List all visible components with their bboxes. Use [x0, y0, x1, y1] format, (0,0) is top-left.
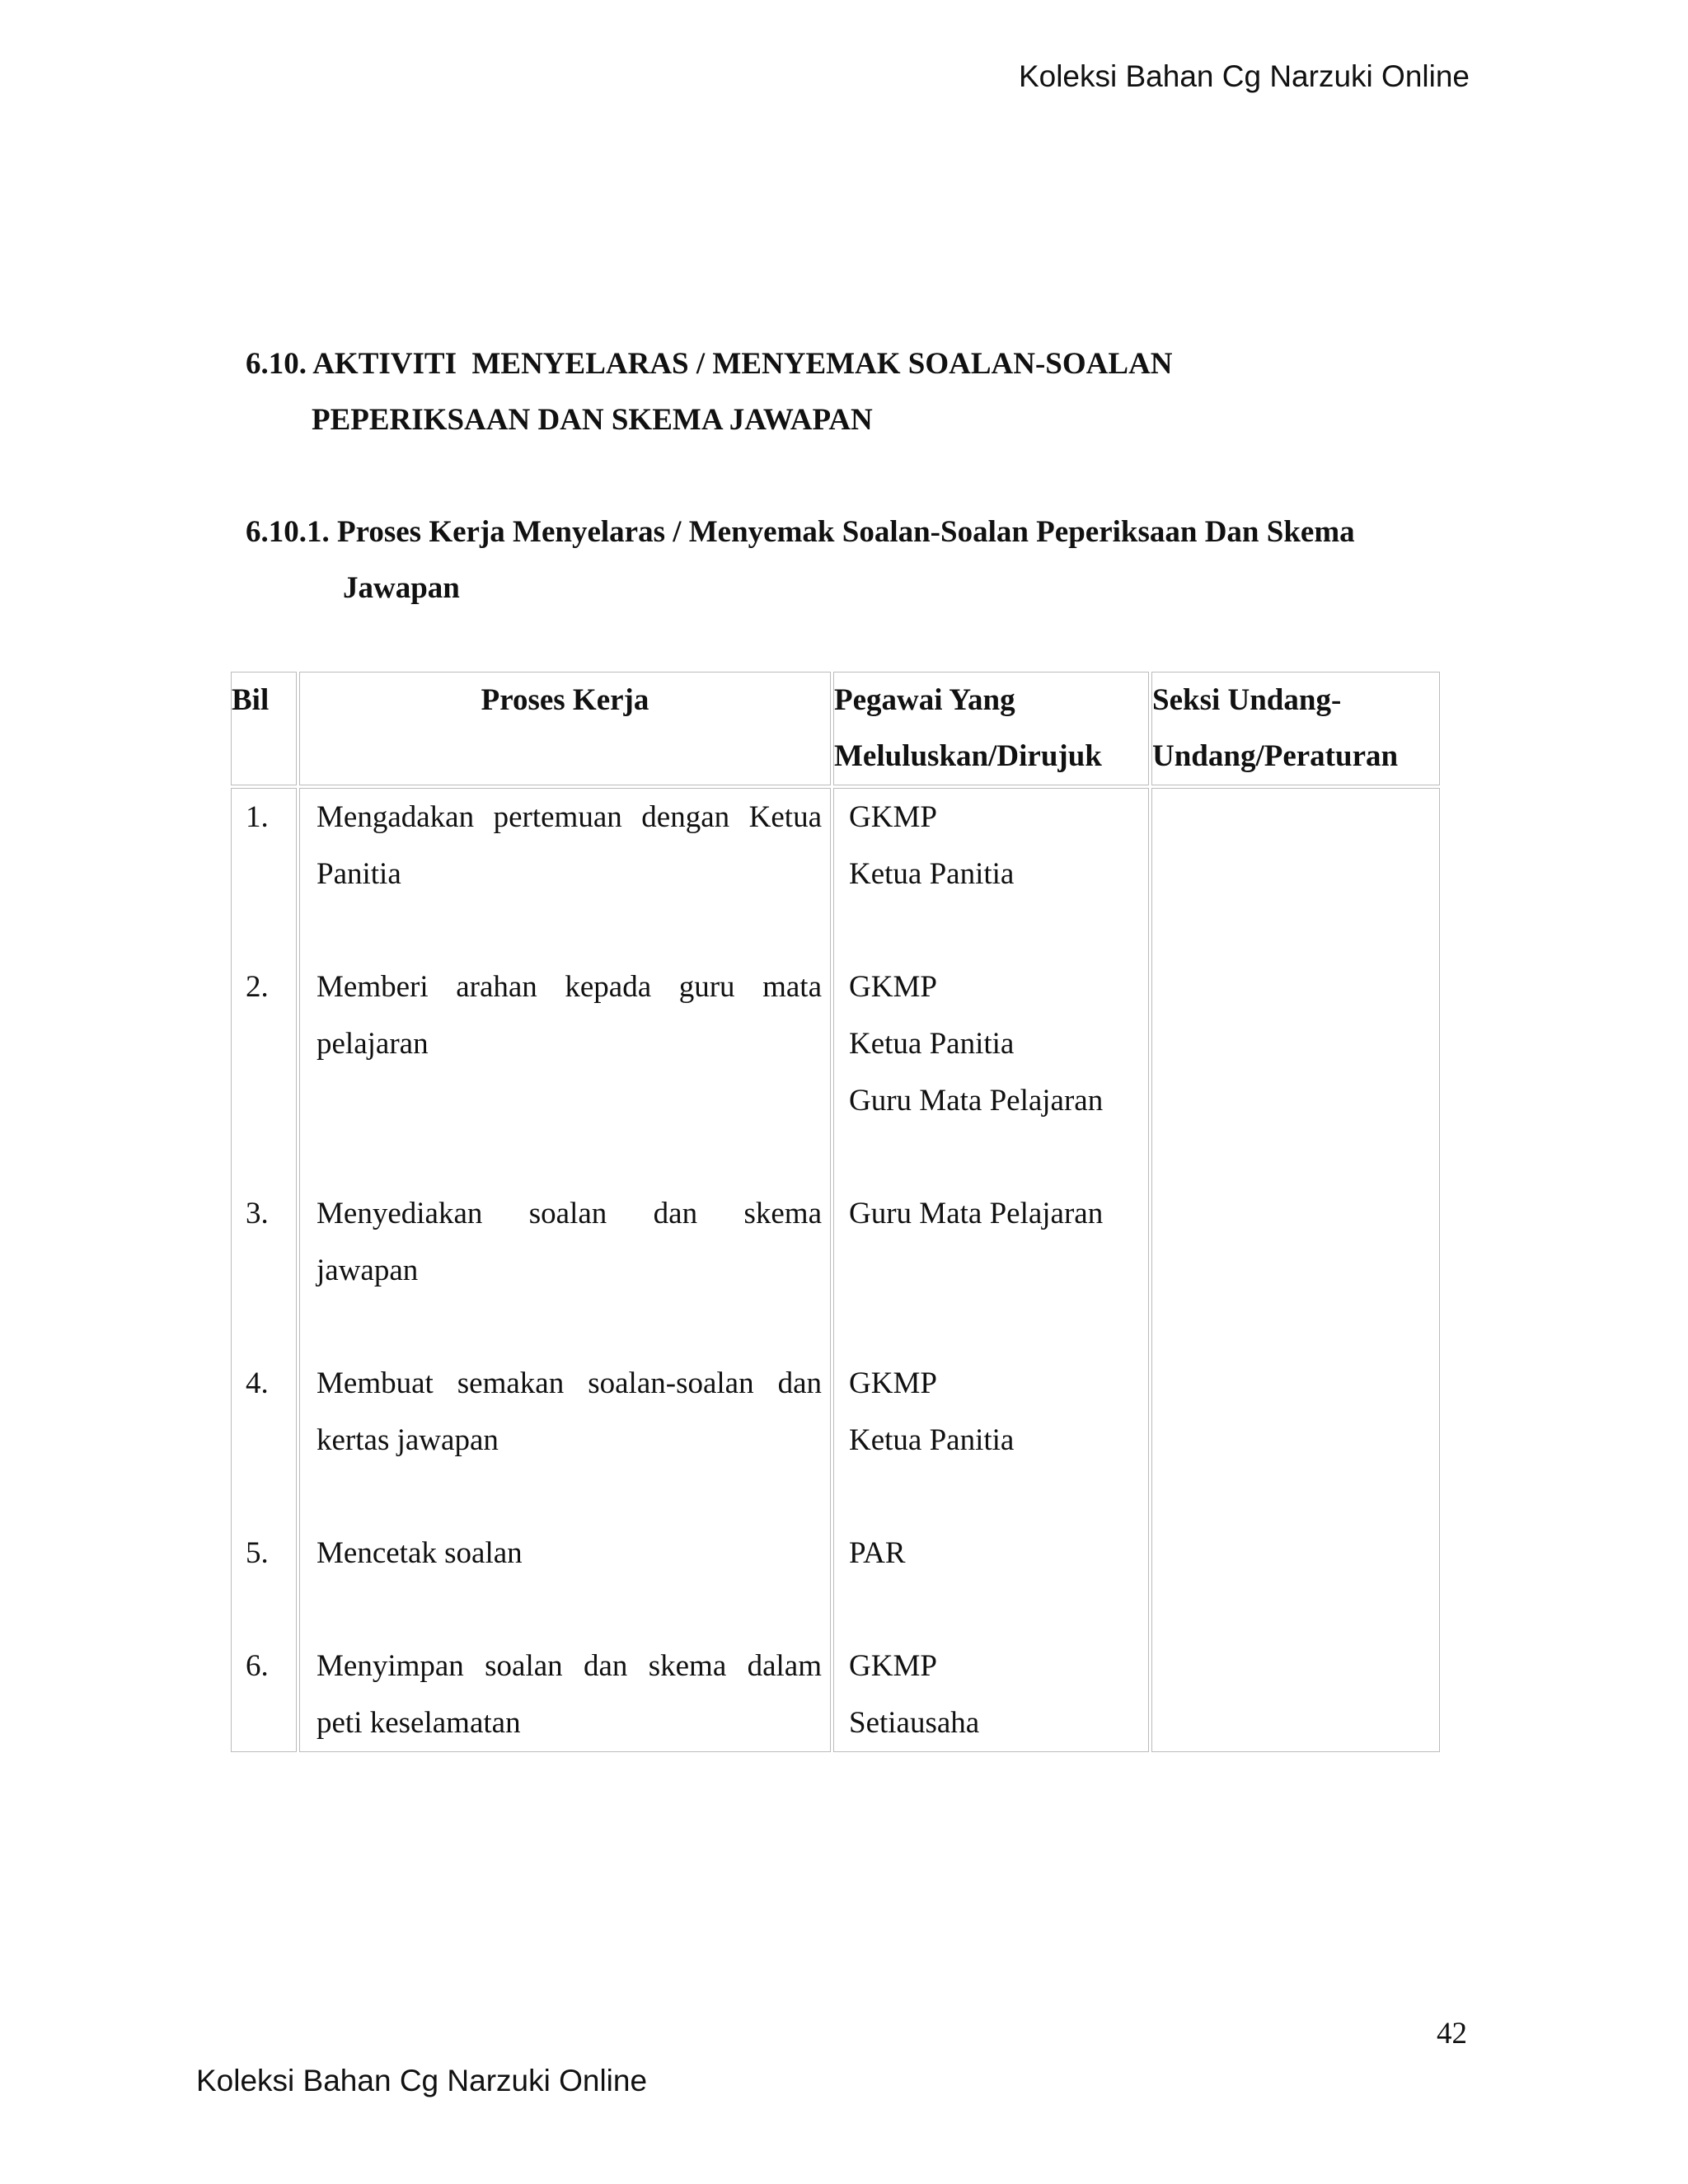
- subsection-heading: [246, 504, 1355, 616]
- header-pegawai-line2: Meluluskan/Dirujuk: [834, 739, 1102, 773]
- column-proses-kerja: [299, 788, 831, 1752]
- pegawai-item: PAR: [849, 1536, 906, 1570]
- bil-item: 6.: [246, 1649, 269, 1683]
- header-proses-label: Proses Kerja: [481, 683, 649, 717]
- process-table: [228, 669, 1442, 1755]
- pegawai-item: GKMP Ketua Panitia: [849, 800, 1015, 891]
- proses-item: Menyediakan soalan dan skema jawapan: [316, 1197, 822, 1287]
- bil-item: 1.: [246, 800, 269, 834]
- column-seksi: [1151, 788, 1440, 1752]
- header-seksi: [1151, 672, 1440, 785]
- footer-note: Koleksi Bahan Cg Narzuki Online: [196, 2064, 648, 2097]
- proses-item: Mengadakan pertemuan dengan Ketua Panitia: [316, 800, 822, 891]
- header-seksi-line2: Undang/Peraturan: [1152, 739, 1399, 773]
- table-header-row: [231, 672, 1440, 785]
- header-note: Koleksi Bahan Cg Narzuki Online: [1018, 59, 1470, 93]
- header-pegawai: [833, 672, 1149, 785]
- bil-item: 2.: [246, 970, 269, 1004]
- column-bil: [231, 788, 297, 1752]
- pegawai-item: GKMP Setiausaha: [849, 1649, 980, 1740]
- pegawai-item: Guru Mata Pelajaran: [849, 1197, 1104, 1230]
- table-body-row: [231, 788, 1440, 1752]
- bil-item: 5.: [246, 1536, 269, 1570]
- section-heading: [246, 336, 1173, 448]
- proses-item: Membuat semakan soalan-soalan dan kertas jawapan: [316, 1366, 822, 1457]
- header-proses-kerja: [299, 672, 831, 785]
- proses-item: Mencetak soalan: [316, 1536, 523, 1570]
- section-heading-line1: 6.10. AKTIVITI MENYELARAS / MENYEMAK SOALAN-SOALAN: [246, 347, 1173, 381]
- proses-item: Menyimpan soalan dan skema dalam peti keselamatan: [316, 1649, 822, 1740]
- page-number: 42: [1437, 2017, 1467, 2050]
- subsection-heading-line1: 6.10.1. Proses Kerja Menyelaras / Menyemak Soalan-Soalan Peperiksaan Dan Skema: [246, 515, 1355, 549]
- header-seksi-line1: Seksi Undang-: [1152, 683, 1342, 717]
- proses-item: Memberi arahan kepada guru mata pelajaran: [316, 970, 822, 1061]
- section-heading-line2: PEPERIKSAAN DAN SKEMA JAWAPAN: [312, 403, 873, 437]
- subsection-heading-line2: Jawapan: [343, 571, 460, 605]
- bil-item: 4.: [246, 1366, 269, 1400]
- column-pegawai: [833, 788, 1149, 1752]
- pegawai-item: GKMP Ketua Panitia Guru Mata Pelajaran: [849, 970, 1104, 1118]
- pegawai-item: GKMP Ketua Panitia: [849, 1366, 1015, 1457]
- bil-item: 3.: [246, 1197, 269, 1230]
- header-pegawai-line1: Pegawai Yang: [834, 683, 1015, 717]
- header-bil-label: Bil: [232, 683, 270, 717]
- header-bil: [231, 672, 297, 785]
